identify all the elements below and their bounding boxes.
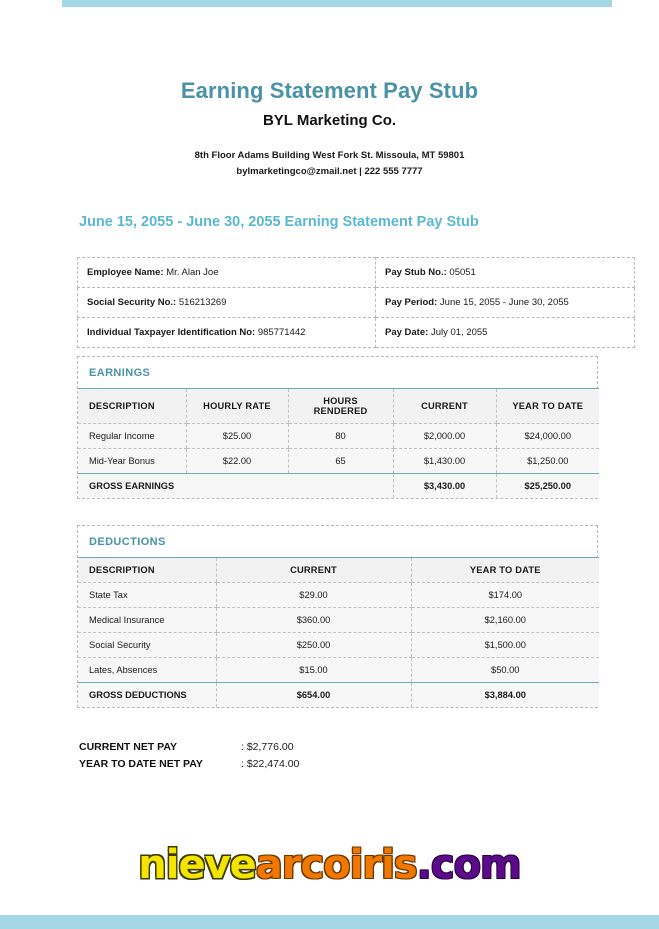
earnings-col-current: CURRENT [393,389,496,424]
earnings-section [77,356,598,499]
employee-name-value: Mr. Alan Joe [166,267,219,278]
year-to-date-net-pay-row [79,758,299,770]
table-row [78,658,599,683]
pay-stub-no-value: 05051 [449,267,476,278]
earnings-row-hourly-rate: $25.00 [186,424,288,449]
earnings-col-hours-rendered: HOURS RENDERED [288,389,393,424]
table-row [78,424,599,449]
deductions-row-year-to-date: $2,160.00 [411,608,599,633]
table-row [78,583,599,608]
table-header-row [78,389,599,424]
ssn-cell [78,288,376,318]
earnings-col-hourly-rate: HOURLY RATE [186,389,288,424]
pay-stub-no-label: Pay Stub No.: [385,267,447,278]
deductions-row-description: Medical Insurance [78,608,216,633]
deductions-row-description: Social Security [78,633,216,658]
deductions-row-year-to-date: $1,500.00 [411,633,599,658]
current-net-pay-label: CURRENT NET PAY [79,741,178,753]
current-net-pay-row [79,741,299,753]
pay-date-cell [376,318,635,348]
itin-label: Individual Taxpayer Identification No: [87,327,256,338]
pay-date-label: Pay Date: [385,327,429,338]
gross-deductions-label: GROSS DEDUCTIONS [78,683,216,708]
earnings-row-description: Mid-Year Bonus [78,449,186,474]
earnings-row-year-to-date: $24,000.00 [496,424,599,449]
table-row [78,288,635,318]
watermark-part-nieve: nieve [138,842,256,888]
earnings-row-hours-rendered: 65 [288,449,393,474]
ssn-label: Social Security No.: [87,297,177,308]
gross-earnings-row [78,474,599,499]
deductions-row-year-to-date: $50.00 [411,658,599,683]
earnings-row-hours-rendered: 80 [288,424,393,449]
year-to-date-net-pay-value: : $22,474.00 [241,758,300,770]
pay-period-value: June 15, 2055 - June 30, 2055 [439,297,569,308]
gross-earnings-year-to-date: $25,250.00 [496,474,599,499]
employee-name-cell [78,258,376,288]
earnings-row-description: Regular Income [78,424,186,449]
company-contact: bylmarketingco@zmail.net | 222 555 7777 [236,166,423,177]
earnings-row-current: $2,000.00 [393,424,496,449]
earnings-col-year-to-date: YEAR TO DATE [496,389,599,424]
company-address: 8th Floor Adams Building West Fork St. Missoula, MT 59801 [194,150,465,161]
earnings-row-current: $1,430.00 [393,449,496,474]
deductions-row-description: Lates, Absences [78,658,216,683]
watermark-part-com: .com [416,842,521,888]
deductions-col-current: CURRENT [216,558,411,583]
pay-stub-no-cell [376,258,635,288]
deductions-table [78,557,599,707]
earnings-section-title: EARNINGS [89,367,151,379]
company-name: BYL Marketing Co. [262,112,397,129]
net-pay-summary [79,741,299,775]
itin-cell [78,318,376,348]
gross-earnings-label: GROSS EARNINGS [78,474,393,499]
pay-period-label: Pay Period: [385,297,438,308]
earnings-table [78,388,599,498]
deductions-row-current: $29.00 [216,583,411,608]
watermark-part-arcoiris: arcoiris [255,842,417,888]
year-to-date-net-pay-label: YEAR TO DATE NET PAY [79,758,203,770]
earnings-col-description: DESCRIPTION [78,389,186,424]
deductions-row-current: $360.00 [216,608,411,633]
gross-earnings-current: $3,430.00 [393,474,496,499]
deductions-col-year-to-date: YEAR TO DATE [411,558,599,583]
current-net-pay-value: : $2,776.00 [241,741,294,753]
deductions-section-title: DEDUCTIONS [89,536,166,548]
earnings-row-year-to-date: $1,250.00 [496,449,599,474]
table-row [78,318,635,348]
ssn-value: 516213269 [178,297,227,308]
gross-deductions-row [78,683,599,708]
table-row [78,608,599,633]
table-row [78,449,599,474]
deductions-row-current: $250.00 [216,633,411,658]
earnings-row-hourly-rate: $22.00 [186,449,288,474]
deductions-row-year-to-date: $174.00 [411,583,599,608]
itin-value: 985771442 [257,327,306,338]
employee-info-table [77,257,635,348]
table-header-row [78,558,599,583]
employee-name-label: Employee Name: [87,267,164,278]
deductions-row-current: $15.00 [216,658,411,683]
pay-date-value: July 01, 2055 [430,327,488,338]
bottom-accent-bar [0,915,659,929]
deductions-row-description: State Tax [78,583,216,608]
deductions-col-description: DESCRIPTION [78,558,216,583]
table-row [78,633,599,658]
pay-period-cell [376,288,635,318]
page-title: Earning Statement Pay Stub [180,78,479,103]
deductions-section [77,525,598,708]
gross-deductions-year-to-date: $3,884.00 [411,683,599,708]
pay-period-heading: June 15, 2055 - June 30, 2055 Earning Statement Pay Stub [79,214,479,230]
table-row [78,258,635,288]
site-watermark [0,842,659,888]
gross-deductions-current: $654.00 [216,683,411,708]
